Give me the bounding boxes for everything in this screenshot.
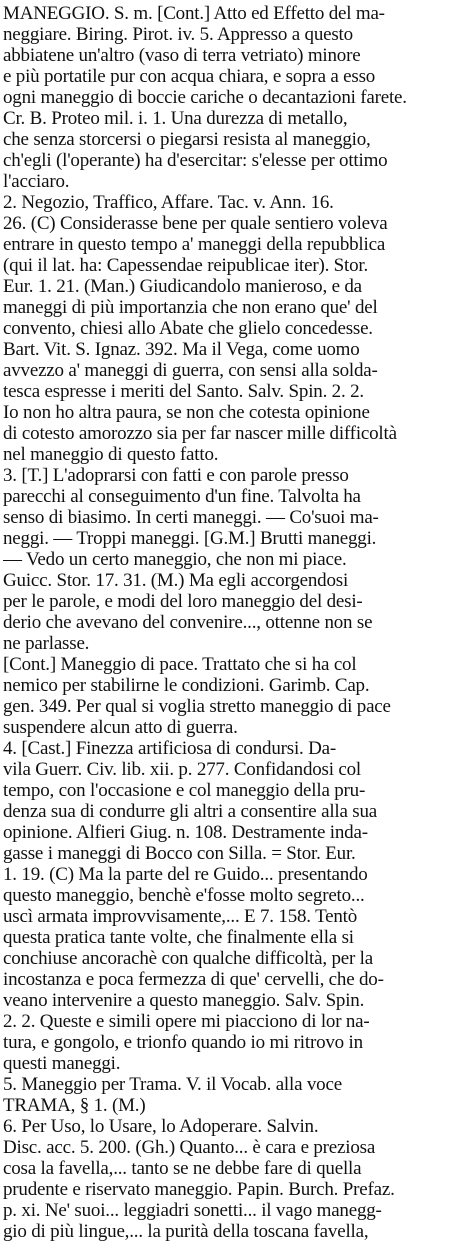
- text-line: neggi. — Troppi maneggi. [G.M.] Brutti maneggi.: [3, 528, 377, 549]
- text-line: avvezzo a' maneggi di guerra, con sensi alla solda-: [3, 360, 378, 381]
- text-line: opinione. Alfieri Giug. n. 108. Destramente inda-: [3, 822, 368, 843]
- text-line: MANEGGIO. S. m. [Cont.] Atto ed Effetto del ma-: [3, 3, 385, 24]
- text-line: abbiatene un'altro (vaso di terra vetriato) minore: [3, 45, 361, 66]
- text-line: gio di più lingue,... la purità della toscana favella,: [3, 1221, 369, 1242]
- text-line: derio che avevano del convenire..., ottenne non se: [3, 612, 373, 633]
- text-line: parecchi al conseguimento d'un fine. Talvolta ha: [3, 486, 361, 507]
- text-line: questi maneggi.: [3, 1053, 121, 1074]
- text-line: nel maneggio di questo fatto.: [3, 444, 219, 465]
- text-line: Bart. Vit. S. Ignaz. 392. Ma il Vega, come uomo: [3, 339, 360, 360]
- text-line: questa pratica tante volte, che finalmente ella si: [3, 927, 354, 948]
- text-line: 6. Per Uso, lo Usare, lo Adoperare. Salvin.: [3, 1116, 319, 1137]
- dictionary-page: [3, 2, 466, 1249]
- text-line: tura, e gongolo, e trionfo quando io mi ritrovo in: [3, 1032, 363, 1053]
- text-line: senso di biasimo. In certi maneggi. — Co'suoi ma-: [3, 507, 379, 528]
- text-line: gasse i maneggi di Bocco con Silla. = Stor. Eur.: [3, 843, 356, 864]
- text-line: tesca espresse i meriti del Santo. Salv. Spin. 2. 2.: [3, 381, 364, 402]
- text-line: entrare in questo tempo a' maneggi della repubblica: [3, 234, 386, 255]
- text-line: neggiare. Biring. Pirot. iv. 5. Appresso a questo: [3, 24, 353, 45]
- text-line: incostanza e poca fermezza di que' cervelli, che do-: [3, 969, 384, 990]
- text-line: per le parole, e modi del loro maneggio del desi-: [3, 591, 363, 612]
- text-line: conchiuse ancorachè con qualche difficoltà, per la: [3, 948, 373, 969]
- text-line: TRAMA, § 1. (M.): [3, 1095, 146, 1116]
- text-line: 2. Negozio, Traffico, Affare. Tac. v. Ann. 16.: [3, 192, 334, 213]
- text-line: Disc. acc. 5. 200. (Gh.) Quanto... è cara e preziosa: [3, 1137, 376, 1158]
- text-line: p. xi. Ne' suoi... leggiadri sonetti... il vago manegg-: [3, 1200, 382, 1221]
- text-line: di cotesto amorozzo sia per far nascer mille difficoltà: [3, 423, 397, 444]
- text-line: 1. 19. (C) Ma la parte del re Guido... presentando: [3, 864, 368, 885]
- text-line: che senza storcersi o piegarsi resista al maneggio,: [3, 129, 371, 150]
- text-line: convento, chiesi allo Abate che glielo concedesse.: [3, 318, 373, 339]
- text-line: gen. 349. Per qual si voglia stretto maneggio di pace: [3, 696, 391, 717]
- text-line: ch'egli (l'operante) ha d'esercitar: s'elesse per ottimo: [3, 150, 388, 171]
- text-line: denza sua di condurre gli altri a consentire alla sua: [3, 801, 377, 822]
- text-line: vila Guerr. Civ. lib. xii. p. 277. Confidandosi col: [3, 759, 361, 780]
- text-line: 3. [T.] L'adoprarsi con fatti e con parole presso: [3, 465, 349, 486]
- text-line: nemico per stabilirne le condizioni. Garimb. Cap.: [3, 675, 370, 696]
- text-line: e più portatile pur con acqua chiara, e sopra a esso: [3, 66, 376, 87]
- text-line: 26. (C) Considerasse bene per quale sentiero voleva: [3, 213, 388, 234]
- text-line: — Vedo un certo maneggio, che non mi piace.: [3, 549, 347, 570]
- text-line: tempo, con l'occasione e col maneggio della pru-: [3, 780, 366, 801]
- text-line: veano intervenire a questo maneggio. Salv. Spin.: [3, 990, 365, 1011]
- text-line: 4. [Cast.] Finezza artificiosa di condursi. Da-: [3, 738, 337, 759]
- text-line: uscì armata improvvisamente,... E 7. 158. Tentò: [3, 906, 358, 927]
- text-line: Cr. B. Proteo mil. i. 1. Una durezza di metallo,: [3, 108, 348, 129]
- text-line: ne parlasse.: [3, 633, 90, 654]
- text-line: l'acciaro.: [3, 171, 70, 192]
- text-line: suspendere alcun atto di guerra.: [3, 717, 238, 738]
- text-line: questo maneggio, benchè e'fosse molto segreto...: [3, 885, 365, 906]
- text-line: Io non ho altra paura, se non che cotesta opinione: [3, 402, 370, 423]
- text-line: prudente e riservato maneggio. Papin. Burch. Prefaz.: [3, 1179, 395, 1200]
- text-line: (qui il lat. ha: Capessendae reipublicae iter). Stor.: [3, 255, 369, 276]
- text-line: Guicc. Stor. 17. 31. (M.) Ma egli accorgendosi: [3, 570, 349, 591]
- text-line: cosa la favella,... tanto se ne debbe fare di quella: [3, 1158, 362, 1179]
- text-line: 5. Maneggio per Trama. V. il Vocab. alla voce: [3, 1074, 342, 1095]
- text-line: maneggi di più importanzia che non erano que' del: [3, 297, 378, 318]
- text-line: Eur. 1. 21. (Man.) Giudicandolo manieroso, e da: [3, 276, 362, 297]
- text-line: [Cont.] Maneggio di pace. Trattato che si ha col: [3, 654, 357, 675]
- text-line: 2. 2. Queste e simili opere mi piacciono di lor na-: [3, 1011, 370, 1032]
- text-line: ogni maneggio di boccie cariche o decantazioni farete.: [3, 87, 407, 108]
